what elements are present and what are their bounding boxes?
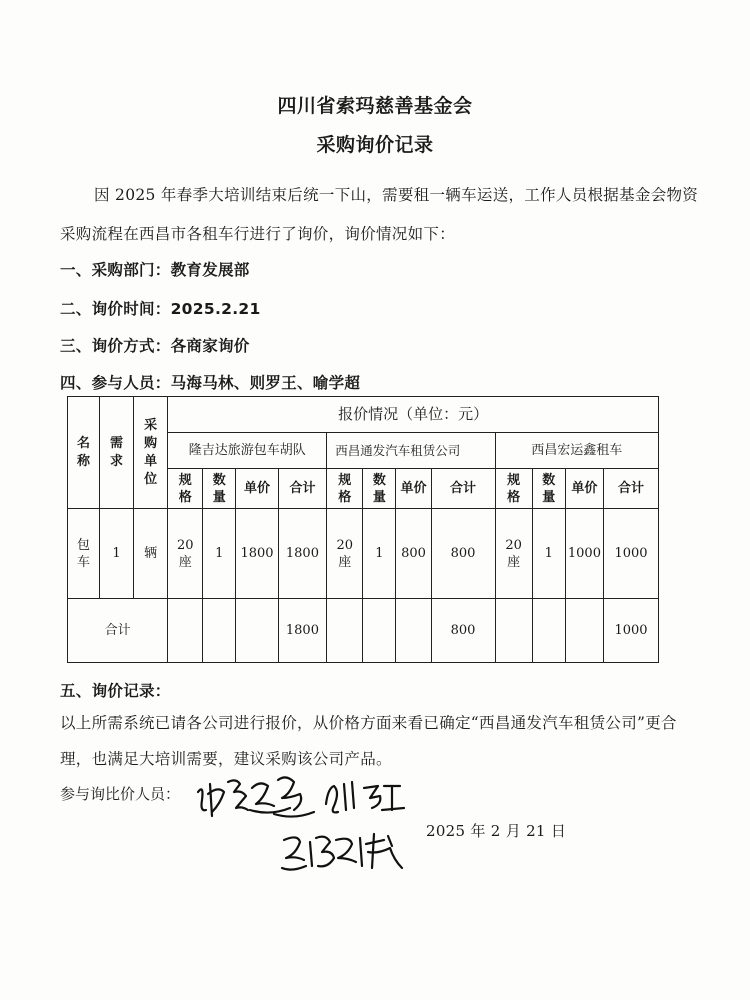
supplier-3: 西昌宏运鑫租车: [495, 433, 658, 469]
col-unit-label: 采购单位: [144, 417, 158, 487]
quote-qty: 1: [203, 509, 236, 599]
item-unit: 辆: [134, 509, 168, 599]
item-name-cell: [68, 509, 100, 599]
qty-header: [203, 469, 236, 509]
qty-header-label: 数量: [212, 472, 226, 505]
supplier-1: 隆吉达旅游包车胡队: [168, 433, 327, 469]
empty-cell: [495, 599, 532, 663]
quote-spec-cell: [495, 509, 532, 599]
inquiry-time: 二、询价时间：2025.2.21: [60, 300, 261, 318]
spec-header-label: 规格: [178, 472, 192, 505]
document-title: 采购询价记录: [316, 134, 434, 156]
sum-label: 合计: [68, 599, 168, 663]
col-demand-header: [100, 397, 134, 509]
total-header: 合计: [431, 469, 495, 509]
total-header: 合计: [278, 469, 327, 509]
quote-price: 1000: [565, 509, 603, 599]
price-header: 单价: [236, 469, 278, 509]
quote-qty: 1: [363, 509, 396, 599]
quote-price: 1800: [236, 509, 278, 599]
item-demand: 1: [100, 509, 134, 599]
intro-paragraph: 因 2025 年春季大培训结束后统一下山，需要租一辆车运送，工作人员根据基金会物资采购流程在西昌市各租车行进行了询价，询价情况如下：: [60, 186, 699, 243]
inquiry-method: 三、询价方式：各商家询价: [60, 337, 250, 355]
signature-mahai-malin: [278, 826, 408, 878]
spec-header: [495, 469, 532, 509]
col-name-label: 名称: [76, 435, 90, 469]
col-name-header: [68, 397, 100, 509]
quote-spec: 20座: [336, 537, 354, 570]
participants-list: 四、参与人员：马海马林、则罗王、喻学超: [60, 374, 361, 392]
qty-header: [532, 469, 565, 509]
quote-total: 1800: [278, 509, 327, 599]
sum-value-2: 800: [431, 599, 495, 663]
qty-header-label: 数量: [542, 472, 556, 505]
empty-cell: [565, 599, 603, 663]
empty-cell: [363, 599, 396, 663]
quote-spec: 20座: [505, 537, 522, 570]
quote-total: 1000: [604, 509, 659, 599]
signature-yu-xuechao: [190, 770, 320, 830]
document-date: 2025 年 2 月 21 日: [426, 822, 567, 840]
record-text: 以上所需系统已请各公司进行报价，从价格方面来看已确定“西昌通发汽车租赁公司”更合理，也满足大培训需要，建议采购该公司产品。: [60, 714, 677, 768]
spec-header-label: 规格: [338, 472, 352, 505]
sum-row: [68, 599, 659, 663]
signature-ze-luowang: [320, 774, 410, 824]
table-row: [68, 509, 659, 599]
spec-header-label: 规格: [507, 472, 521, 505]
empty-cell: [532, 599, 565, 663]
total-header: 合计: [604, 469, 659, 509]
spec-header: [168, 469, 203, 509]
col-demand-label: 需求: [110, 435, 124, 469]
empty-cell: [327, 599, 363, 663]
qty-header-label: 数量: [372, 472, 386, 505]
spec-header: [327, 469, 363, 509]
empty-cell: [236, 599, 278, 663]
qty-header: [363, 469, 396, 509]
quotation-table: [67, 396, 659, 663]
item-name: 包车: [76, 537, 90, 570]
sum-value-1: 1800: [278, 599, 327, 663]
empty-cell: [203, 599, 236, 663]
price-header: 单价: [396, 469, 431, 509]
quote-total: 800: [431, 509, 495, 599]
participants-label: 参与询比价人员：: [60, 785, 181, 803]
quote-spec: 20座: [176, 537, 194, 570]
empty-cell: [396, 599, 431, 663]
quote-spec-cell: [168, 509, 203, 599]
supplier-2: 西昌通发汽车租赁公司: [327, 433, 495, 469]
empty-cell: [168, 599, 203, 663]
price-header: 单价: [565, 469, 603, 509]
procurement-department: 一、采购部门：教育发展部: [60, 261, 250, 279]
quote-qty: 1: [532, 509, 565, 599]
quote-spec-cell: [327, 509, 363, 599]
col-unit-header: [134, 397, 168, 509]
sum-value-3: 1000: [604, 599, 659, 663]
record-heading: 五、询价记录：: [60, 682, 171, 700]
quote-header: 报价情况（单位：元）: [168, 397, 659, 433]
quote-price: 800: [396, 509, 431, 599]
organization-title: 四川省索玛慈善基金会: [277, 95, 473, 117]
